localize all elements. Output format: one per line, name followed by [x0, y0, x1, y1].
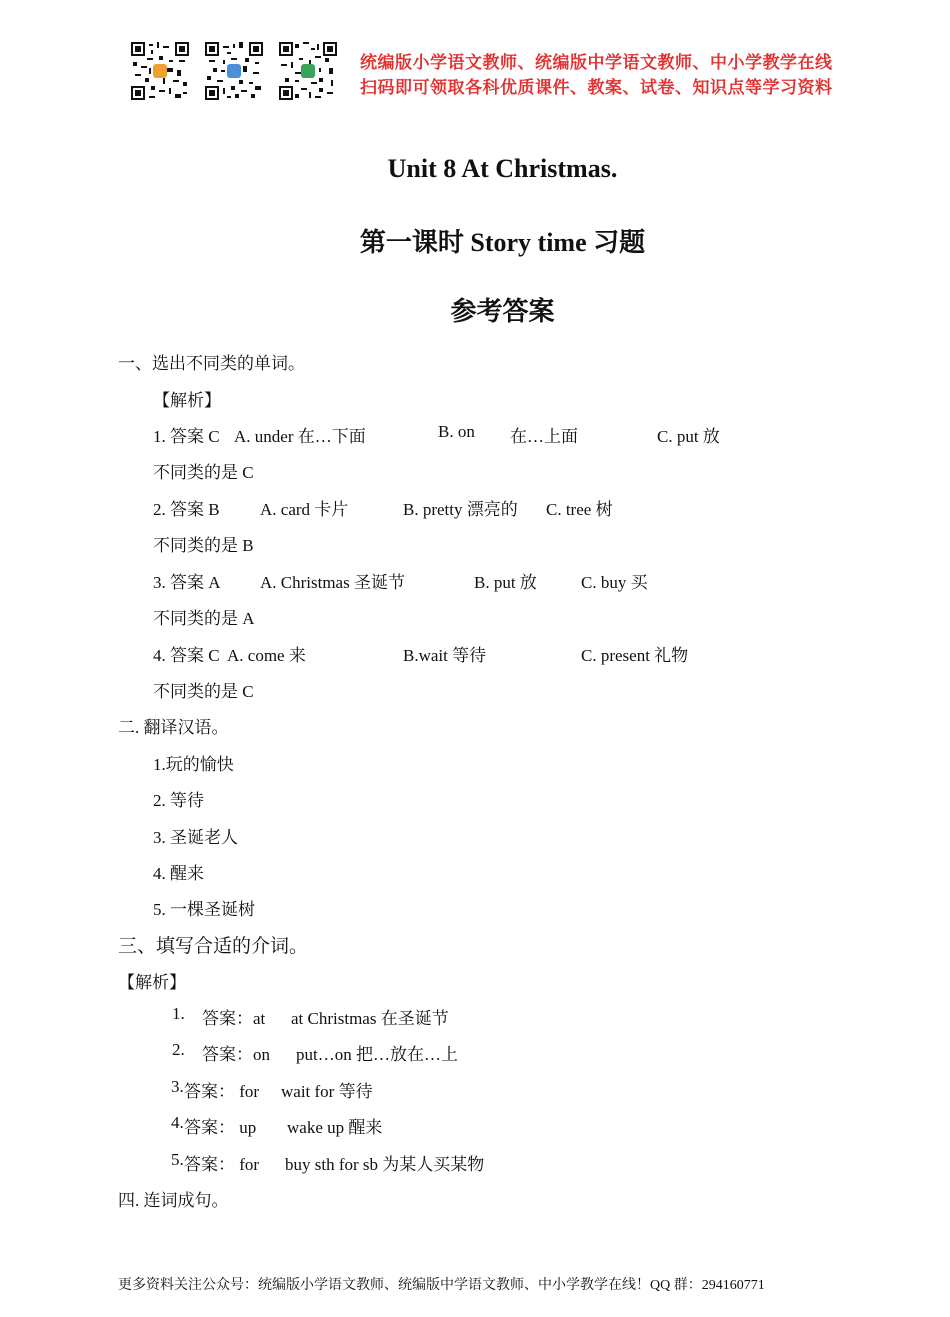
option-a: A. card 卡片	[260, 500, 349, 519]
list-item: 5. 一棵圣诞树	[153, 900, 255, 919]
answer-note: 不同类的是 C	[153, 682, 254, 701]
promo-banner-line: 统编版小学语文教师、统编版中学语文教师、中小学教学在线	[360, 53, 833, 73]
option-a: A. come 来	[227, 646, 306, 665]
list-item: 1.玩的愉快	[153, 755, 234, 774]
section-heading: 四. 连词成句。	[118, 1191, 229, 1210]
page-footer: 更多资料关注公众号：统编版小学语文教师、统编版中学语文教师、中小学教学在线！QQ 群：294160771	[118, 1278, 765, 1293]
option-b: B.wait 等待	[403, 646, 487, 665]
item-number: 5.	[171, 1150, 184, 1169]
option-c: C. put 放	[657, 427, 720, 446]
option-a: A. Christmas 圣诞节	[260, 573, 405, 592]
answer-label: 答案： for	[184, 1155, 260, 1174]
answer-label: 答案：at	[202, 1009, 266, 1028]
answer-explanation: wait for 等待	[281, 1082, 373, 1101]
option-b: B. on	[438, 422, 475, 441]
answer-explanation: put…on 把…放在…上	[296, 1045, 458, 1064]
qr-code-icon	[205, 42, 263, 100]
analysis-label: 【解析】	[153, 391, 221, 410]
qr-code-icon	[279, 42, 337, 100]
answer-label: 4. 答案 C	[153, 646, 220, 665]
list-item: 4. 醒来	[153, 864, 204, 883]
answer-explanation: buy sth for sb 为某人买某物	[285, 1155, 485, 1174]
answers-title: 参考答案	[450, 297, 555, 326]
list-item: 2. 等待	[153, 791, 204, 810]
option-b-meaning: 在…上面	[510, 427, 578, 446]
option-a: A. under 在…下面	[234, 427, 366, 446]
list-item: 3. 圣诞老人	[153, 828, 238, 847]
answer-label: 答案： up	[184, 1118, 257, 1137]
answer-label: 2. 答案 B	[153, 500, 220, 519]
answer-label: 答案： for	[184, 1082, 260, 1101]
option-c: C. buy 买	[581, 573, 648, 592]
item-number: 3.	[171, 1077, 184, 1096]
answer-explanation: at Christmas 在圣诞节	[291, 1009, 449, 1028]
answer-label: 1. 答案 C	[153, 427, 220, 446]
option-b: B. pretty 漂亮的	[403, 500, 518, 519]
option-c: C. tree 树	[546, 500, 613, 519]
lesson-title: 第一课时 Story time 习题	[359, 228, 646, 257]
answer-label: 3. 答案 A	[153, 573, 221, 592]
item-number: 2.	[172, 1040, 185, 1059]
section-heading: 一、选出不同类的单词。	[118, 354, 305, 373]
unit-title: Unit 8 At Christmas.	[387, 154, 618, 183]
answer-note: 不同类的是 A	[153, 609, 255, 628]
answer-label: 答案：on	[202, 1045, 270, 1064]
qr-code-icon	[131, 42, 189, 100]
option-c: C. present 礼物	[581, 646, 689, 665]
answer-note: 不同类的是 B	[153, 536, 254, 555]
section-heading: 二. 翻译汉语。	[118, 718, 229, 737]
item-number: 4.	[171, 1113, 184, 1132]
item-number: 1.	[172, 1004, 185, 1023]
option-b: B. put 放	[474, 573, 537, 592]
answer-note: 不同类的是 C	[153, 463, 254, 482]
answer-explanation: wake up 醒来	[287, 1118, 383, 1137]
section-heading: 三、填写合适的介词。	[118, 936, 309, 957]
analysis-label: 【解析】	[118, 973, 186, 992]
promo-banner-line: 扫码即可领取各科优质课件、教案、试卷、知识点等学习资料	[360, 78, 833, 98]
